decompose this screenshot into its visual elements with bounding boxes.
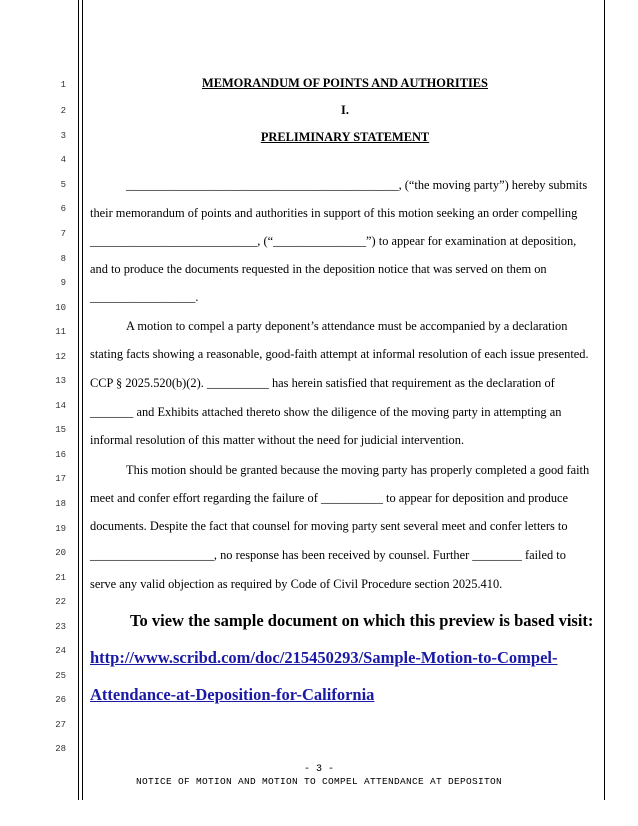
line-number: 5 <box>60 180 66 190</box>
body-line: and to produce the documents requested in the deposition notice that was served on them on <box>90 262 547 276</box>
body-line: meet and confer effort regarding the failure of __________ to appear for deposition and produce <box>90 491 569 505</box>
line-number: 2 <box>60 106 66 116</box>
line-number: 10 <box>55 303 66 313</box>
body-line: documents. Despite the fact that counsel for moving party sent several meet and confer letters to <box>90 519 568 533</box>
body-line: ____________________________________________, (“the moving party”) hereby submits <box>126 178 588 192</box>
line-number: 11 <box>55 327 66 337</box>
section-number: I. <box>341 103 349 117</box>
footer-title: NOTICE OF MOTION AND MOTION TO COMPEL ATTENDANCE AT DEPOSITON <box>135 776 503 787</box>
body-line: ___________________________, (“_______________”) to appear for examination at deposition, <box>90 234 577 248</box>
line-number: 1 <box>60 80 66 90</box>
margin-rule-left-inner <box>82 0 83 800</box>
body-line: This motion should be granted because the moving party has properly completed a good faith <box>126 463 590 477</box>
line-number: 17 <box>55 474 66 484</box>
margin-rule-right <box>604 0 605 800</box>
line-number: 21 <box>55 573 66 583</box>
body-line: A motion to compel a party deponent’s attendance must be accompanied by a declaration <box>126 319 568 333</box>
line-number: 3 <box>60 131 66 141</box>
line-number: 6 <box>60 204 66 214</box>
scribd-link-part-1[interactable]: http://www.scribd.com/doc/215450293/Sample-Motion-to-Compel- <box>90 648 558 667</box>
line-number: 15 <box>55 425 66 435</box>
line-number: 13 <box>55 376 66 386</box>
body-line: their memorandum of points and authorities in support of this motion seeking an order compelling <box>90 206 578 220</box>
line-number: 28 <box>55 744 66 754</box>
section-title: PRELIMINARY STATEMENT <box>260 130 430 144</box>
page-number: - 3 - <box>303 764 334 775</box>
body-line: CCP § 2025.520(b)(2). __________ has herein satisfied that requirement as the declaration of <box>90 376 555 390</box>
body-line: stating facts showing a reasonable, good-faith attempt at informal resolution of each issue presented. <box>90 347 589 361</box>
line-number: 23 <box>55 622 66 632</box>
body-line: _______ and Exhibits attached thereto show the diligence of the moving party in attempting an <box>90 405 562 419</box>
line-number: 22 <box>55 597 66 607</box>
preview-notice: To view the sample document on which this preview is based visit: <box>130 611 594 630</box>
line-number: 24 <box>55 646 66 656</box>
line-number: 26 <box>55 695 66 705</box>
line-number: 9 <box>60 278 66 288</box>
body-line: ____________________, no response has been received by counsel. Further ________ failed to <box>90 548 566 562</box>
line-number: 16 <box>55 450 66 460</box>
line-number: 7 <box>60 229 66 239</box>
line-number: 19 <box>55 524 66 534</box>
margin-rule-left-outer <box>78 0 79 800</box>
body-line: informal resolution of this matter without the need for judicial intervention. <box>90 433 465 447</box>
memorandum-heading: MEMORANDUM OF POINTS AND AUTHORITIES <box>202 76 488 90</box>
scribd-link-part-2[interactable]: Attendance-at-Deposition-for-California <box>90 685 375 704</box>
line-number: 25 <box>55 671 66 681</box>
line-number: 8 <box>60 254 66 264</box>
body-line: serve any valid objection as required by Code of Civil Procedure section 2025.410. <box>90 577 503 591</box>
body-line: _________________. <box>90 290 199 304</box>
line-number: 14 <box>55 401 66 411</box>
line-number: 27 <box>55 720 66 730</box>
line-number: 4 <box>60 155 66 165</box>
line-number: 12 <box>55 352 66 362</box>
line-number: 20 <box>55 548 66 558</box>
line-number: 18 <box>55 499 66 509</box>
